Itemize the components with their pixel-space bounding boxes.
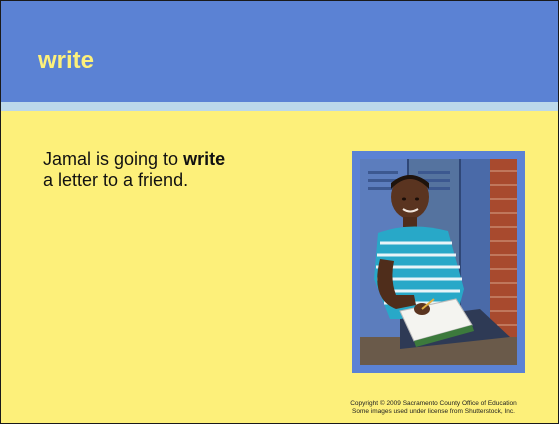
- sentence-text-start: Jamal is going to: [43, 149, 184, 169]
- header-divider-stripe: [1, 102, 558, 111]
- photo-illustration: [360, 159, 517, 365]
- slide-header: [1, 1, 558, 102]
- sentence-vocab-word: write: [183, 149, 226, 169]
- copyright-line-1: Copyright © 2009 Sacramento County Office of Education: [350, 400, 517, 407]
- photo-frame: [352, 151, 525, 373]
- example-sentence: [43, 149, 323, 191]
- boy-writing-photo: [360, 159, 517, 365]
- copyright-notice: [321, 400, 546, 416]
- slide-title: write: [38, 47, 95, 74]
- sentence-text-end: a letter to a friend.: [43, 170, 189, 190]
- copyright-line-2: Some images used under license from Shutterstock, Inc.: [352, 408, 515, 415]
